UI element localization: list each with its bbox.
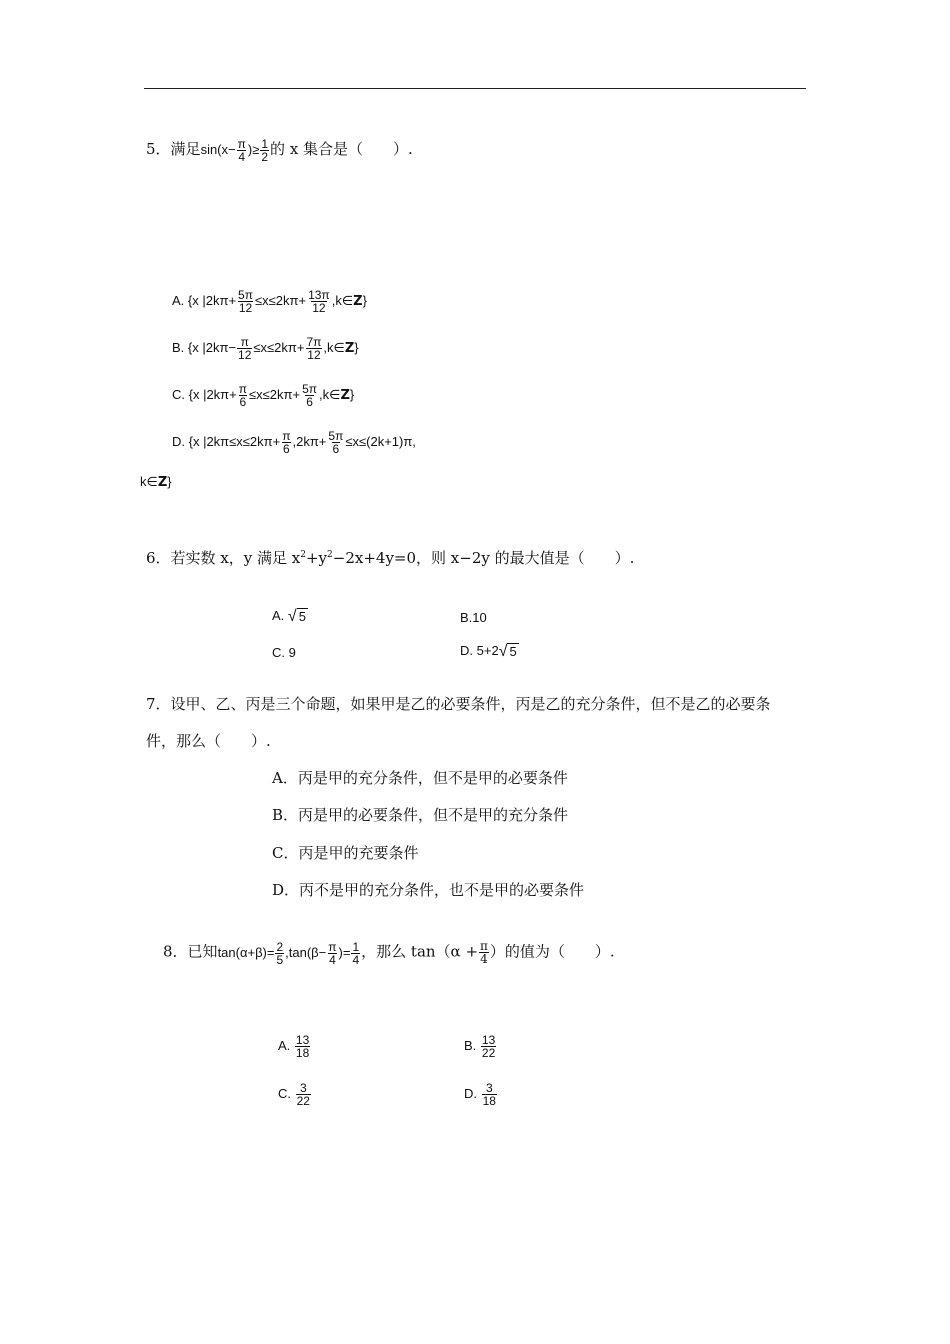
q7-option-b: B．丙是甲的必要条件，但不是甲的充分条件 xyxy=(272,806,569,824)
q7-option-d: D．丙不是甲的充分条件，也不是甲的必要条件 xyxy=(272,881,585,899)
q5-option-c: C. {x |2kπ+ $\frac{\pi}{6}$ ≤x≤2kπ+ $\frac{5\pi}{6}$ ,k∈Z} xyxy=(172,382,355,409)
q7-stem-line2: 件，那么（ ）. xyxy=(146,732,271,750)
q7-option-a: A．丙是甲的充分条件，但不是甲的必要条件 xyxy=(272,769,568,787)
sqrt-symbol: √ 5 xyxy=(287,607,306,625)
q8-option-a: A. $\frac{13}{18}$ xyxy=(278,1033,310,1060)
q5-number: 5． xyxy=(146,139,171,158)
q5-condition: sin(x− $\frac{\pi}{4}$ )≥ $\frac{1}{2}$ xyxy=(200,137,269,164)
q5-stem: 5．满足sin(x− $\frac{\pi}{4}$ )≥ $\frac{1}{2}$ 的 x 集合是（ ）. xyxy=(146,137,413,164)
header-rule xyxy=(144,88,806,89)
q5-option-b: B. {x |2kπ− $\frac{\pi}{12}$ ≤x≤2kπ+ $\frac{7\pi}{12}$ ,k∈Z} xyxy=(172,335,359,362)
q7-option-c: C．丙是甲的充要条件 xyxy=(272,844,419,862)
q6-option-b: B.10 xyxy=(460,610,487,625)
q5-option-d: D. {x |2kπ≤x≤2kπ+ $\frac{\pi}{6}$ ,2kπ+ $\frac{5\pi}{6}$ ≤x≤(2k+1)π, xyxy=(172,429,416,456)
q6-number: 6． xyxy=(146,549,171,567)
q6-option-d: D. 5+2√ 5 xyxy=(460,642,517,660)
q7-stem-line1: 7．设甲、乙、丙是三个命题，如果甲是乙的必要条件，丙是乙的充分条件，但不是乙的必要条 xyxy=(146,695,771,713)
q6-stem: 6．若实数 x，y 满足 $x^2+y^2-2x+4y=0$，则 x−2y 的最大值是（ ）. xyxy=(146,549,635,567)
q8-option-d: D. $\frac{3}{18}$ xyxy=(464,1081,496,1108)
q5-option-d-continued: k∈Z} xyxy=(140,474,172,490)
q6-option-c: C. 9 xyxy=(272,645,296,660)
q5-option-a: A. {x |2kπ+ $\frac{5\pi}{12}$ ≤x≤2kπ+ $\frac{13\pi}{12}$ ,k∈Z} xyxy=(172,288,367,315)
q8-stem: 8．已知tan(α+β)= $\frac{2}{5}$ ,tan(β− $\frac{\pi}{4}$ )= $\frac{1}{4}$ ，那么 tan（α + $\frac{\pi}{4}$ ）的值为（ ）. xyxy=(163,939,615,967)
q8-number: 8． xyxy=(163,942,188,961)
sqrt-symbol: √ 5 xyxy=(498,642,517,660)
q6-option-a: A. √ 5 xyxy=(272,607,306,625)
q8-option-c: C. $\frac{3}{22}$ xyxy=(278,1081,310,1108)
q8-option-b: B. $\frac{13}{22}$ xyxy=(464,1033,496,1060)
